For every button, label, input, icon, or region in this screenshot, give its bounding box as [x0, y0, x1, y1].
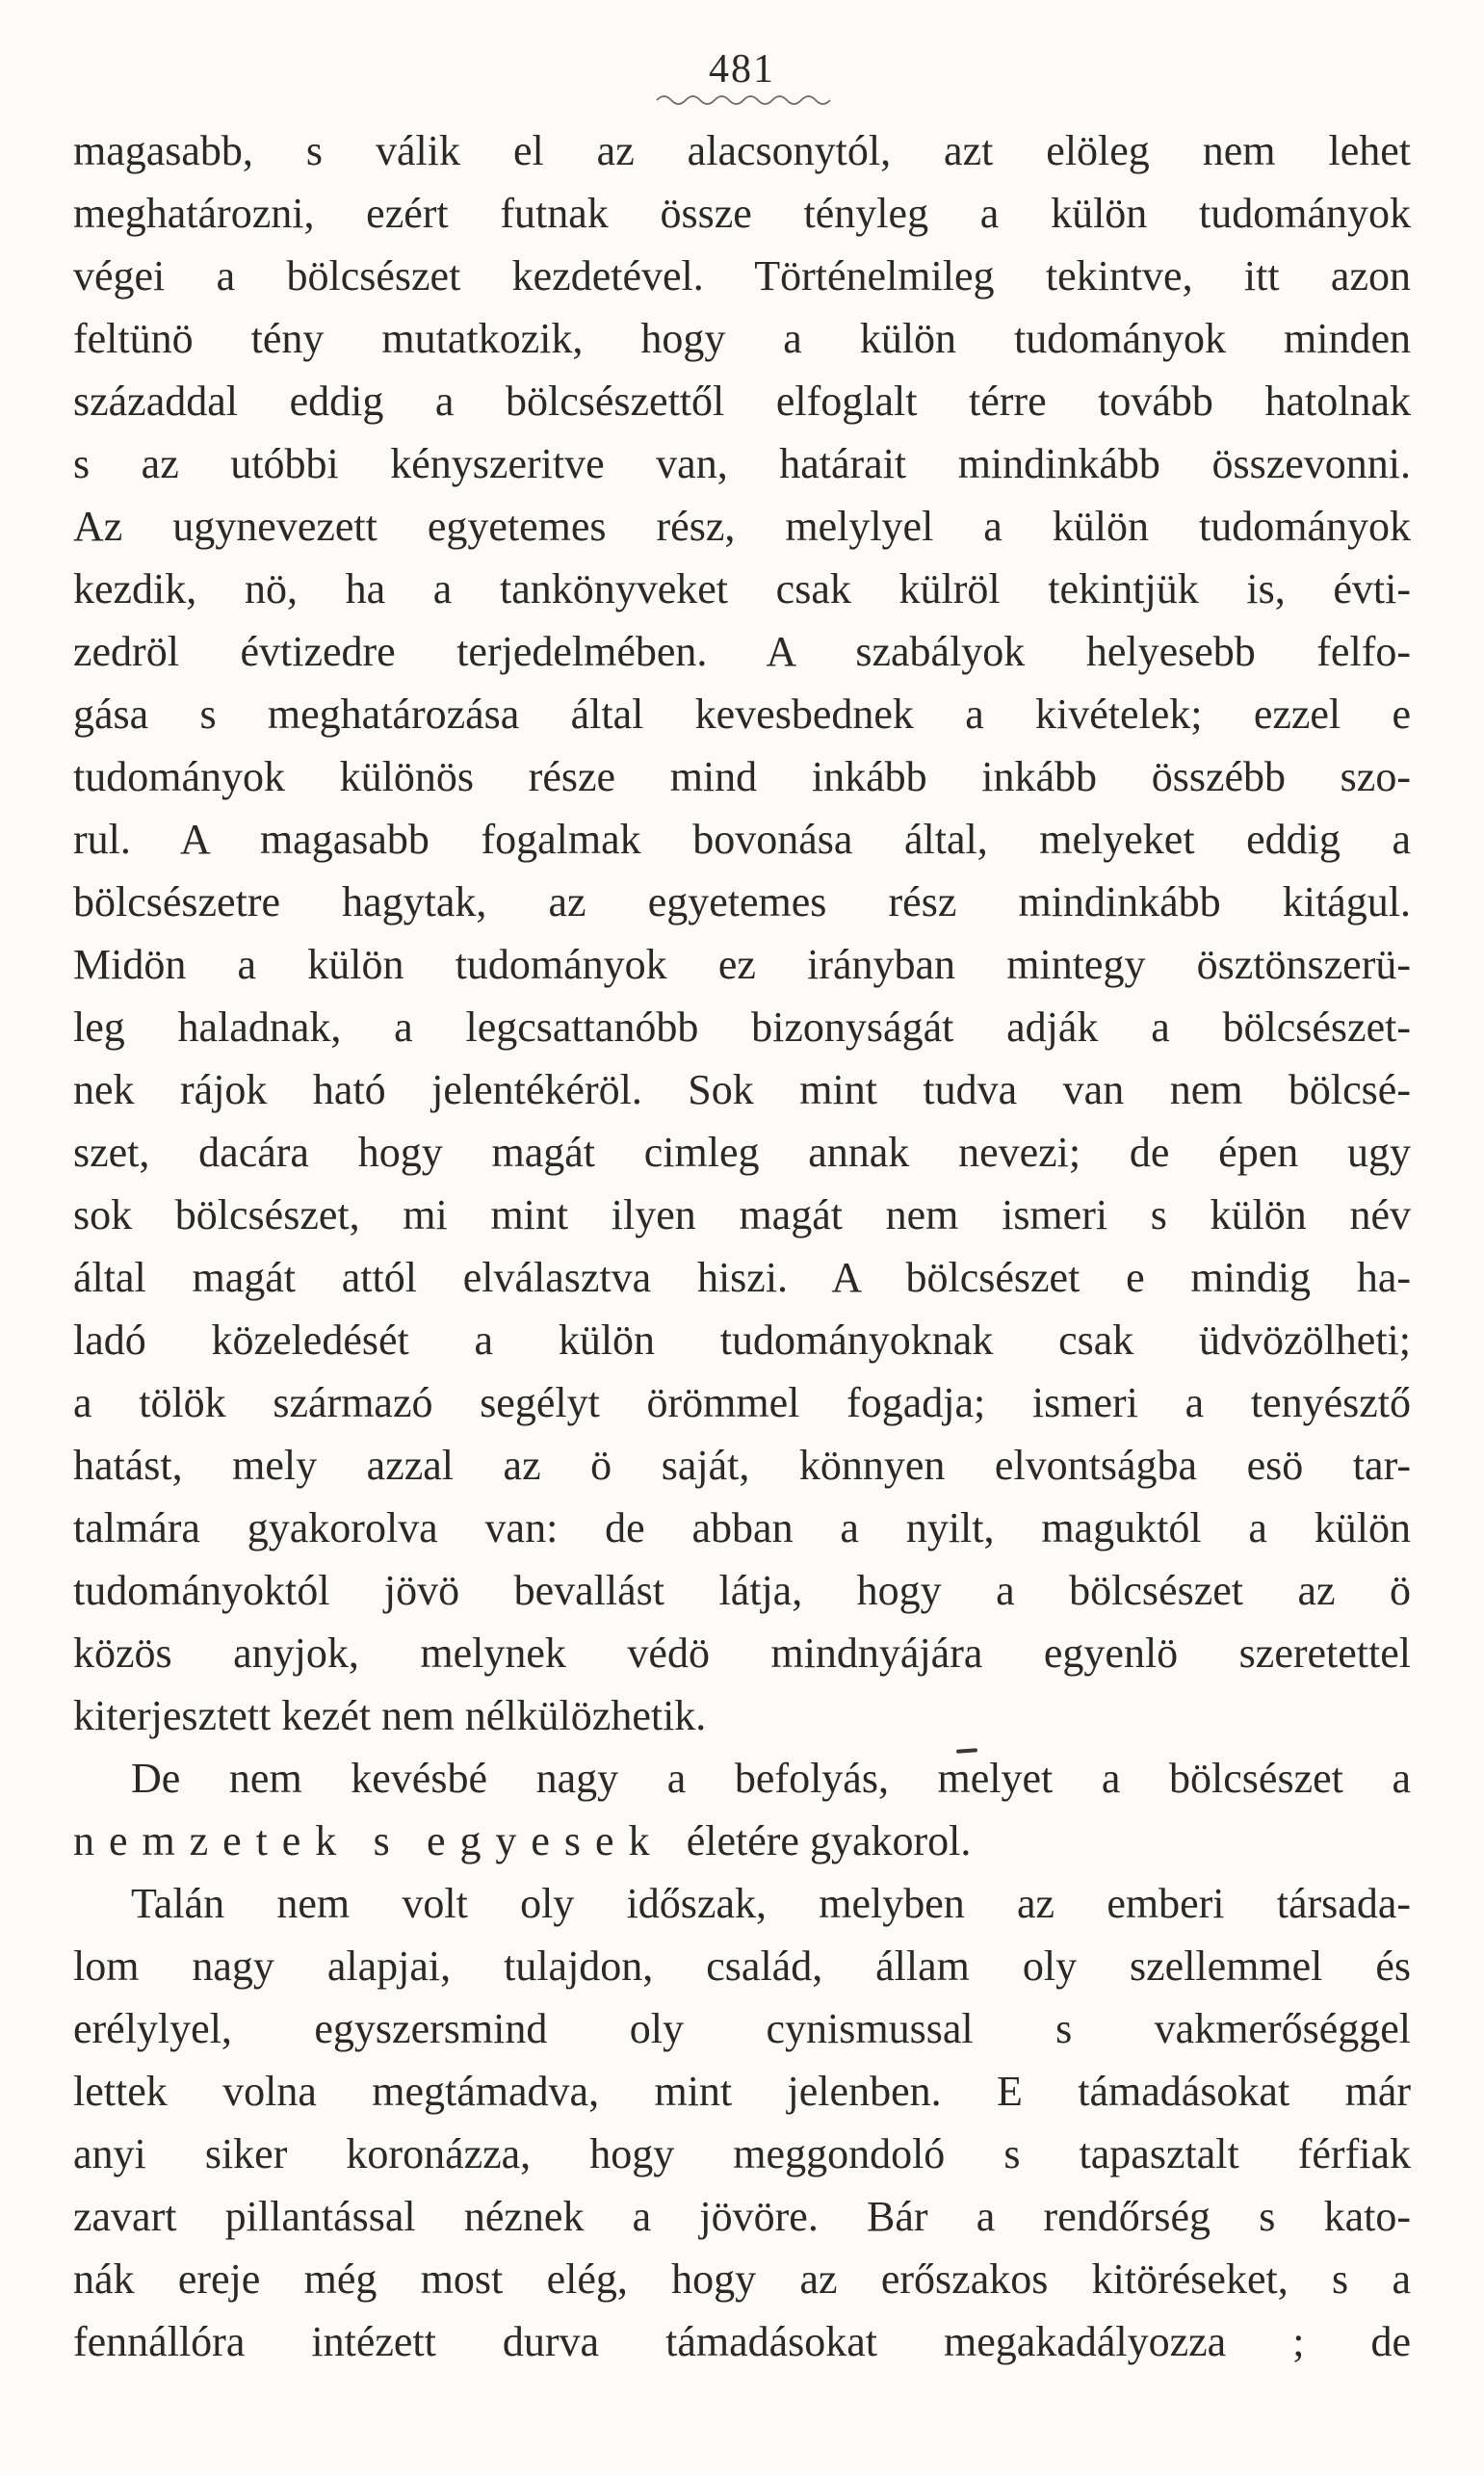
text-line: tudományok különös része mind inkább inkább összébb szo-: [73, 753, 1411, 800]
text-line: kezdik, nö, ha a tankönyveket csak külröl tekintjük is, évti-: [73, 565, 1411, 612]
text-line: lettek volna megtámadva, mint jelenben. E támadásokat már: [73, 2068, 1411, 2115]
emphasized-word: nemzetek: [73, 1817, 351, 1864]
wavy-underline-decoration: [654, 92, 831, 106]
text-line: végei a bölcsészet kezdetével. Történelmileg tekintve, itt azon: [73, 252, 1411, 300]
text-line: rul. A magasabb fogalmak bovonása által, melyeket eddig a: [73, 816, 1411, 863]
text-line: századdal eddig a bölcsészettől elfoglalt térre tovább hatolnak: [73, 378, 1411, 425]
page-text: [73, 119, 1411, 2373]
page-header: [73, 46, 1411, 106]
text-line: meghatározni, ezért futnak össze tényleg a külön tudományok: [73, 190, 1411, 237]
paragraph-continuation: [73, 119, 1411, 1747]
text-line: kiterjesztett kezét nem nélkülözhetik.: [73, 1692, 707, 1739]
text-line: ladó közeledését a külön tudományoknak csak üdvözölheti;: [73, 1316, 1411, 1364]
text-line: feltünö tény mutatkozik, hogy a külön tudományok minden: [73, 315, 1411, 362]
text-line: [73, 1747, 1411, 1810]
text-line: bölcsészetre hagytak, az egyetemes rész mindinkább kitágul.: [73, 878, 1411, 925]
text-line: anyi siker koronázza, hogy meggondoló s tapasztalt férfiak: [73, 2130, 1411, 2177]
text-segment: De nem kevésbé nagy a befolyás, melyet a bölcsészet a: [131, 1755, 1411, 1802]
text-line: lom nagy alapjai, tulajdon, család, állam oly szellemmel és: [73, 1942, 1411, 1990]
ink-smudge-artifact: [956, 1748, 977, 1754]
text-line: zavart pillantással néznek a jövöre. Bár a rendőrség s kato-: [73, 2193, 1411, 2240]
text-line: gása s meghatározása által kevesbednek a kivételek; ezzel e: [73, 691, 1411, 738]
text-line: s az utóbbi kényszeritve van, határait mindinkább összevonni.: [73, 440, 1411, 487]
text-line: fennállóra intézett durva támadásokat megakadályozza ; de: [73, 2318, 1411, 2365]
page-number: 481: [709, 47, 775, 91]
text-line: Az ugynevezett egyetemes rész, melylyel a külön tudományok: [73, 503, 1411, 550]
text-line: leg haladnak, a legcsattanóbb bizonyságát adják a bölcsészet-: [73, 1003, 1411, 1051]
emphasized-word: egyesek: [426, 1817, 664, 1864]
text-line: Midön a külön tudományok ez irányban mintegy ösztönszerü-: [73, 941, 1411, 988]
text-line: szet, dacára hogy magát cimleg annak nevezi; de épen ugy: [73, 1129, 1411, 1176]
text-line: Talán nem volt oly időszak, melyben az emberi társada-: [131, 1880, 1411, 1927]
text-line: közös anyjok, melynek védö mindnyájára egyenlö szeretettel: [73, 1629, 1411, 1677]
text-segment: életére gyakorol.: [686, 1817, 972, 1864]
text-line: magasabb, s válik el az alacsonytól, azt elöleg nem lehet: [73, 127, 1411, 174]
text-line: zedröl évtizedre terjedelmében. A szabályok helyesebb felfo-: [73, 628, 1411, 675]
paragraph: [73, 1872, 1411, 2373]
paragraph: [73, 1747, 1411, 1872]
text-line: által magát attól elválasztva hiszi. A bölcsészet e mindig ha-: [73, 1254, 1411, 1301]
text-line: sok bölcsészet, mi mint ilyen magát nem ismeri s külön név: [73, 1191, 1411, 1238]
text-line: nák ereje még most elég, hogy az erőszakos kitöréseket, s a: [73, 2255, 1411, 2303]
text-line: talmára gyakorolva van: de abban a nyilt, maguktól a külön: [73, 1504, 1411, 1551]
text-line: nek rájok ható jelentékéröl. Sok mint tudva van nem bölcsé-: [73, 1066, 1411, 1113]
text-line-emphasis: [73, 1810, 1411, 1872]
text-line: erélylyel, egyszersmind oly cynismussal s vakmerőséggel: [73, 2005, 1411, 2052]
text-line: hatást, mely azzal az ö saját, könnyen elvontságba esö tar-: [73, 1442, 1411, 1489]
text-line: tudományoktól jövö bevallást látja, hogy a bölcsészet az ö: [73, 1567, 1411, 1614]
text-segment: s: [373, 1817, 404, 1864]
text-line: a tölök származó segélyt örömmel fogadja; ismeri a tenyésztő: [73, 1379, 1411, 1426]
